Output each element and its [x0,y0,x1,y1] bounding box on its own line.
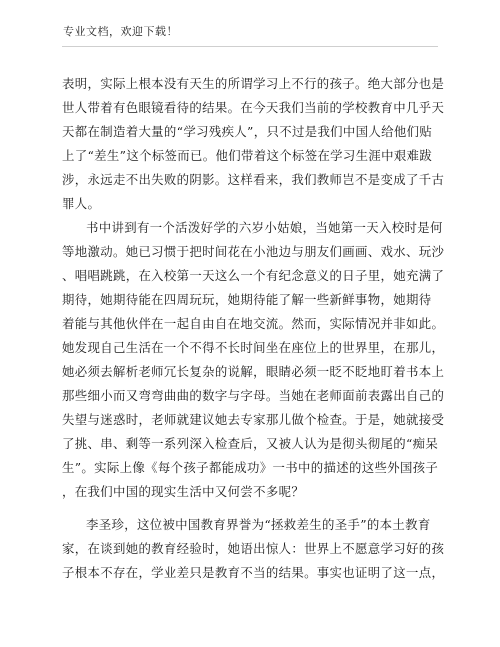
paragraph-1-line: 涉，永远走不出失败的阴影。这样看来，我们教师岂不是变成了千古 [62,172,445,187]
paragraph-1-line: 表明，实际上根本没有天生的所谓学习上不行的孩子。绝大部分也是 [62,76,445,91]
paragraph-2-line: 书中讲到有一个活泼好学的六岁小姑娘，当她第一天入校时是何 [86,220,443,235]
paragraph-2-line: 着能与其他伙伴在一起自由自在地交流。然而，实际情况并非如此。 [62,316,445,331]
paragraph-2-line: ，在我们中国的现实生活中又何尝不多呢？ [62,484,305,499]
paragraph-3-line: 子根本不存在，学业差只是教育不当的结果。事实也证明了这一点， [62,565,445,580]
paragraph-3-line: 家，在谈到她的教育经验时，她语出惊人：世界上不愿意学习好的孩 [62,541,445,556]
paragraph-2-line: 生”。实际上像《每个孩子都能成功》一书中的描述的这些外国孩子 [62,460,439,475]
paragraph-1-line: 世人带着有色眼镜看待的结果。在今天我们当前的学校教育中几乎天 [62,100,445,115]
paragraph-2-line: 了挑、串、剩等一系列深入检查后，又被人认为是彻头彻尾的“痴呆 [62,436,439,451]
paragraph-2-line: 失望与迷惑时，老师就建议她去专家那儿做个检查。于是，她就接受 [62,412,445,427]
paragraph-2-line: 那些细小而又弯弯曲曲的数字与字母。当她在老师面前表露出自己的 [62,388,445,403]
paragraph-1-line: 上了“差生”这个标签而已。他们带着这个标签在学习生涯中艰难跋 [62,148,433,163]
page-header [62,22,438,47]
paragraph-2-line: 期待，她期待能在四周玩玩，她期待能了解一些新鲜事物，她期待 [62,292,432,307]
paragraph-2-line: 她必须去解析老师冗长复杂的说解，眼睛必须一眨不眨地盯着书本上 [62,364,445,379]
paragraph-2-line: 她发现自己生活在一个不得不长时间坐在座位上的世界里，在那儿， [62,340,445,355]
paragraph-2-line: 、唱唱跳跳，在入校第一天这么一个有纪念意义的日子里，她充满了 [62,268,445,283]
header-text: 专业文档，欢迎下载！ [63,25,178,38]
paragraph-1-line: 天都在制造着大量的“学习残疾人”，只不过是我们中国人给他们贴 [62,124,433,139]
paragraph-2-line: 等地激动。她已习惯于把时间花在小池边与朋友们画画、戏水、玩沙 [62,244,445,259]
paragraph-3-line: 李圣珍，这位被中国教育界誉为“拯救差生的圣手”的本土教育 [86,517,431,532]
paragraph-1-line: 罪人。 [62,196,101,211]
